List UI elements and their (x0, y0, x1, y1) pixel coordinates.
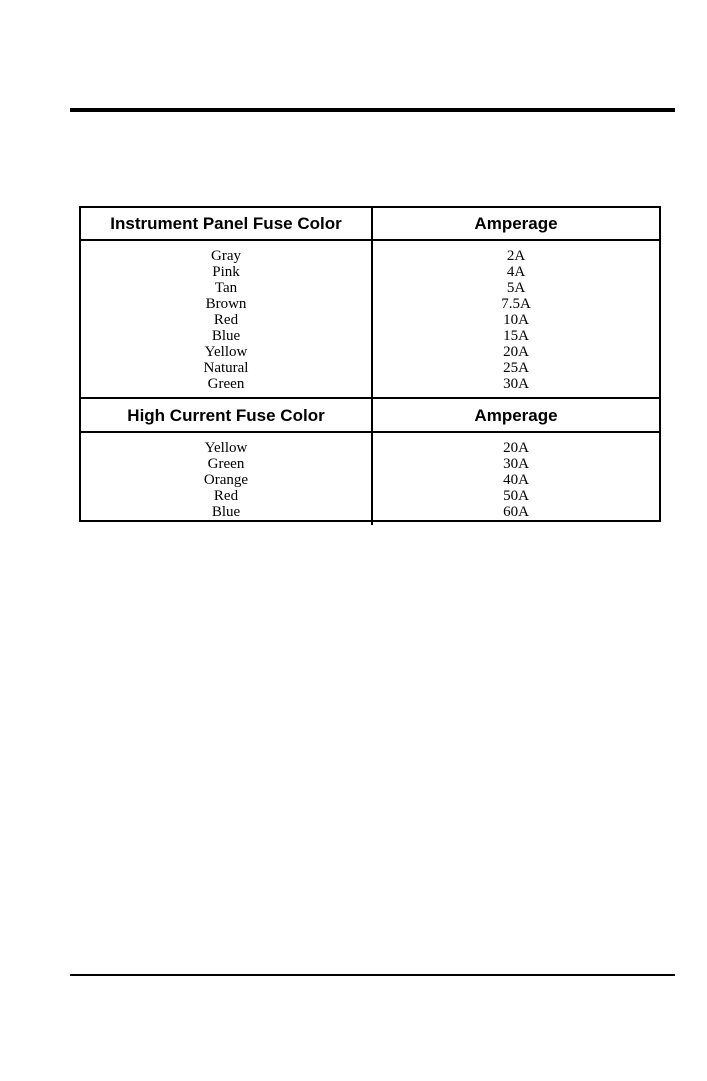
list-item: Natural (203, 360, 249, 376)
list-item: 40A (503, 472, 529, 488)
list-item: 50A (503, 488, 529, 504)
list-item: 5A (506, 280, 526, 296)
high-current-amperage-header: Amperage (474, 406, 558, 425)
list-item: Yellow (204, 344, 248, 360)
list-item: 2A (506, 248, 526, 264)
table-header-row (81, 397, 659, 433)
fuse-color-table (79, 206, 661, 522)
list-item: 10A (503, 312, 529, 328)
high-current-color-header: High Current Fuse Color (81, 399, 373, 431)
list-item: 20A (503, 440, 529, 456)
instrument-panel-color-header: Instrument Panel Fuse Color (81, 208, 373, 239)
table-header-row (81, 208, 659, 241)
list-item: Pink (212, 264, 240, 280)
list-item: 7.5A (501, 296, 531, 312)
bottom-rule (70, 974, 675, 976)
table-body-row (81, 433, 659, 525)
table-body-row (81, 241, 659, 397)
list-item: 15A (503, 328, 529, 344)
list-item: 30A (503, 456, 529, 472)
list-item: 60A (503, 504, 529, 520)
list-item: 25A (503, 360, 529, 376)
list-item: Blue (211, 328, 241, 344)
list-item: Red (213, 488, 239, 504)
instrument-panel-amperage-list (373, 241, 659, 397)
list-item: Gray (211, 248, 241, 264)
list-item: Green (207, 456, 245, 472)
instrument-panel-amperage-header: Amperage (474, 214, 558, 233)
list-item: Brown (205, 296, 247, 312)
list-item: 20A (503, 344, 529, 360)
list-item: Blue (211, 504, 241, 520)
list-item: Tan (214, 280, 238, 296)
list-item: Green (207, 376, 245, 392)
list-item: 4A (506, 264, 526, 280)
high-current-amperage-list (373, 433, 659, 525)
high-current-color-list (81, 433, 373, 525)
high-current-section (81, 397, 659, 525)
top-rule (70, 108, 675, 112)
list-item: Orange (203, 472, 249, 488)
instrument-panel-section (81, 208, 659, 397)
list-item: Yellow (204, 440, 248, 456)
list-item: 30A (503, 376, 529, 392)
instrument-panel-color-list (81, 241, 373, 397)
list-item: Red (213, 312, 239, 328)
